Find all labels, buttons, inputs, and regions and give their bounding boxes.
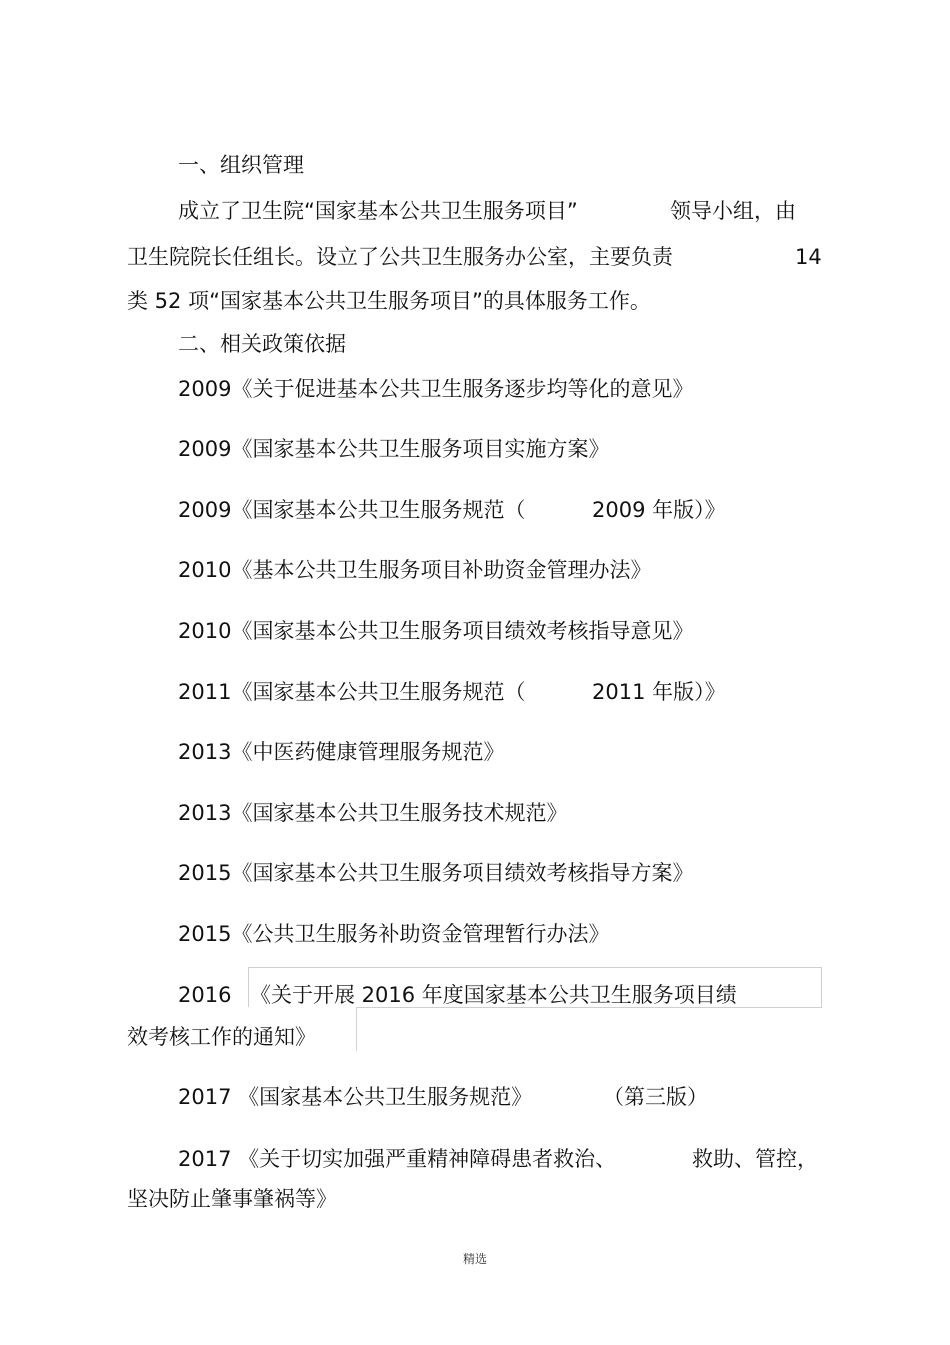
section-heading-2: 二、相关政策依据 [178, 332, 346, 356]
policy-item: 2015《国家基本公共卫生服务项目绩效考核指导方案》 [178, 861, 694, 885]
frame-line [356, 1007, 357, 1051]
policy-item: 2013《国家基本公共卫生服务技术规范》 [178, 801, 568, 825]
policy-item: 2013《中医药健康管理服务规范》 [178, 740, 505, 764]
policy-item: 2010《国家基本公共卫生服务项目绩效考核指导意见》 [178, 619, 694, 643]
policy-item: 2017 《关于切实加强严重精神障碍患者救治、 [178, 1147, 617, 1171]
policy-item: 2009《国家基本公共卫生服务项目实施方案》 [178, 437, 610, 461]
policy-item: 救助、管控， [692, 1147, 818, 1171]
policy-item: 2016 [178, 983, 232, 1007]
paragraph-line: 领导小组，由 [670, 199, 796, 223]
policy-item: （第三版） [603, 1085, 708, 1109]
policy-item: 2009《国家基本公共卫生服务规范（ [178, 498, 526, 522]
policy-item: 2010《基本公共卫生服务项目补助资金管理办法》 [178, 558, 652, 582]
frame-line [248, 967, 249, 1007]
policy-item: 2017 《国家基本公共卫生服务规范》 [178, 1085, 533, 1109]
frame-line [821, 967, 822, 1007]
policy-item: 2011 年版）》 [592, 680, 726, 704]
policy-item: 2011《国家基本公共卫生服务规范（ [178, 680, 526, 704]
policy-item: 2009《关于促进基本公共卫生服务逐步均等化的意见》 [178, 377, 694, 401]
policy-item: 效考核工作的通知》 [127, 1025, 316, 1049]
paragraph-line: 卫生院院长任组长。设立了公共卫生服务办公室，主要负责 [127, 245, 673, 269]
paragraph-line: 类 52 项“国家基本公共卫生服务项目”的具体服务工作。 [127, 289, 651, 313]
page-footer: 精选 [462, 1252, 487, 1266]
policy-item: 坚决防止肇事肇祸等》 [127, 1187, 337, 1211]
paragraph-line: 成立了卫生院“国家基本公共卫生服务项目” [178, 199, 578, 223]
section-heading-1: 一、组织管理 [178, 153, 304, 177]
policy-item: 2009 年版）》 [592, 498, 726, 522]
paragraph-line: 14 [795, 245, 822, 269]
policy-item: 《关于开展 2016 年度国家基本公共卫生服务项目绩 [250, 983, 737, 1007]
frame-line [248, 967, 822, 968]
policy-item: 2015《公共卫生服务补助资金管理暂行办法》 [178, 922, 610, 946]
